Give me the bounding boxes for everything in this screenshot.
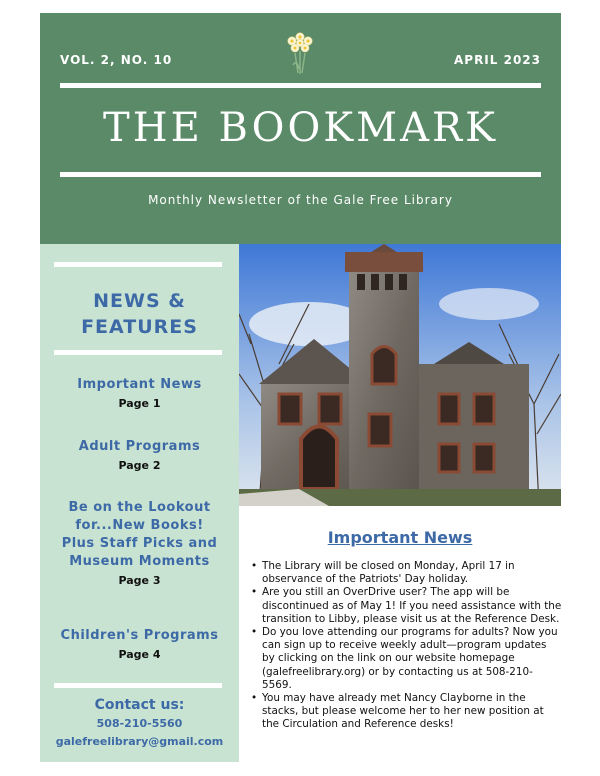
sidebar-divider-top xyxy=(54,262,222,267)
library-building-photo xyxy=(239,244,561,506)
toc-label: Adult Programs xyxy=(78,439,201,454)
newsletter-subtitle: Monthly Newsletter of the Gale Free Library xyxy=(148,193,453,207)
toc-item-important-news[interactable] xyxy=(40,376,239,411)
toc-label-line: for...New Books! xyxy=(75,518,204,533)
contact-title: Contact us: xyxy=(94,697,185,713)
sidebar-divider-middle xyxy=(54,350,222,355)
news-item: • You may have already met Nancy Clayborne in the stacks, but please welcome her to her new position at the Circulation and Reference desks! xyxy=(250,692,562,732)
toc-label: Important News xyxy=(77,377,202,392)
toc-page: Page 2 xyxy=(118,459,161,472)
news-item: • The Library will be closed on Monday, April 17 in observance of the Patriots' Day holiday. xyxy=(250,560,562,586)
toc-item-childrens-programs[interactable] xyxy=(40,627,239,662)
toc-item-adult-programs[interactable] xyxy=(40,438,239,473)
sidebar-title xyxy=(40,288,239,340)
important-news-list xyxy=(250,560,562,732)
contact-phone[interactable]: 508-210-5560 xyxy=(96,717,183,730)
contact-email[interactable]: galefreelibrary@gmail.com xyxy=(55,735,224,748)
toc-item-new-books[interactable] xyxy=(40,499,239,588)
news-item: • Do you love attending our programs for adults? Now you can sign up to receive weekly adult—program updates by clicking on the link on our website homepage (galefreelibrary.org) or by contacting us at 508-210-5569. xyxy=(250,626,562,692)
toc-page: Page 1 xyxy=(118,397,161,410)
toc-label-line: Be on the Lookout xyxy=(68,500,211,515)
newsletter-header xyxy=(40,13,561,244)
volume-number: VOL. 2, NO. 10 xyxy=(60,53,173,67)
news-item: • Are you still an OverDrive user? The app will be discontinued as of May 1! If you need assistance with the transition to Libby, please visit us at the Reference Desk. xyxy=(250,586,562,626)
toc-label-line: Museum Moments xyxy=(69,554,210,569)
toc-page: Page 3 xyxy=(118,574,161,587)
sidebar-title-line-1: NEWS & xyxy=(93,290,186,312)
sidebar-title-line-2: FEATURES xyxy=(81,316,198,338)
header-divider-top xyxy=(60,83,541,88)
sidebar-divider-bottom xyxy=(54,683,222,688)
toc-page: Page 4 xyxy=(118,648,161,661)
issue-date: APRIL 2023 xyxy=(453,53,541,67)
toc-label: Children's Programs xyxy=(60,628,219,643)
toc-label-line: Plus Staff Picks and xyxy=(61,536,218,551)
important-news-heading: Important News xyxy=(327,528,473,547)
daffodil-icon xyxy=(283,29,317,75)
header-divider-bottom xyxy=(60,172,541,177)
newsletter-title: THE BOOKMARK xyxy=(103,105,498,151)
contents-sidebar xyxy=(40,244,239,762)
